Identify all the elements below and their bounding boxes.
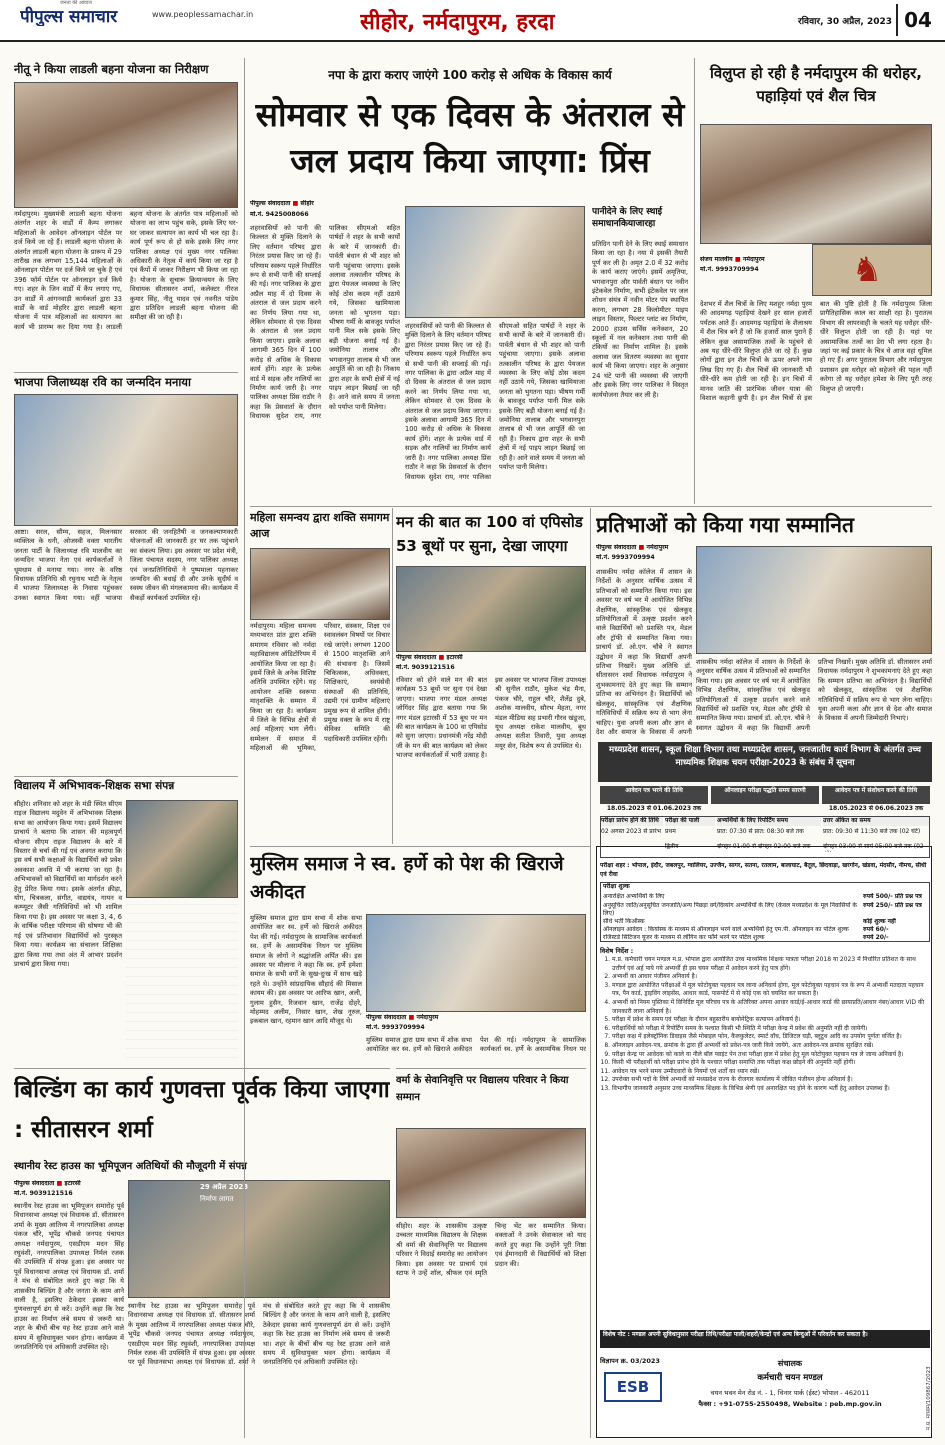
divider [14,1068,390,1069]
parent-photo-2 [126,902,238,1058]
byline-name: पीपुल्स संवाददाता [14,1180,55,1187]
advert-note: 7. परीक्षा कक्ष में इलेक्ट्रॉनिक डिवाइस जैसे मोबाइल फोन, कैलकुलेटर, स्मार्ट वॉच, डिजिटल घड़ी, ब्लूटूथ आदि का उपयोग पूर्णतः वर्जित है। [612,1033,926,1042]
lead-headline: सोमवार से एक दिवस के अंतराल से जल प्रदाय किया जाएगा: प्रिंस [255,95,685,180]
divider [14,372,238,373]
advert-note: 3. मण्डल द्वारा आयोजित परीक्षाओं में मूल फोटोयुक्त पहचान पत्र लाना अनिवार्य होगा, मूल फोटोयुक्त पहचान पत्र के रूप में अभ्यर्थी मतदाता पहचान पत्र, पैन कार्ड, ड्राइविंग लाइसेंस, आधार कार्ड, पासपोर्ट में से कोई एक को चयनित कर सकता है। [612,982,926,999]
advert-title: मध्यप्रदेश शासन, स्कूल शिक्षा विभाग तथा मध्यप्रदेश शासन, जनजातीय कार्य विभाग के अंतर्गत उच्च माध्यमिक शिक्षक चयन परीक्षा-2023 के संबंध में सूचना [598,742,932,782]
billing-byline: पीपुल्स संवाददाता ■ इटारसी [14,1180,81,1187]
mann-headline: मन की बात का 100 वां एपिसोड 53 बूथों पर सुना, देखा जाएगा [396,513,583,555]
advert-top-table [600,786,930,814]
advert-top-header: आवेदन पत्र भरने की तिथि [600,786,708,804]
ladli-headline: नीतू ने किया लाडली बहना योजना का निरीक्षण [14,62,209,76]
bjp-headline: भाजपा जिलाध्यक्ष रवि का जन्मदिन मनाया [14,375,191,389]
billing-mobile: मो.नं. 9039121516 [14,1190,73,1197]
advert-note: 1. म.प्र. कर्मचारी चयन मण्डल म.प्र. भोपाल द्वारा आयोजित उच्च माध्यमिक शिक्षक पात्रता परीक्षा 2018 या 2023 में निर्धारित प्रतिशत के साथ उत्तीर्ण एवं अर्ह पाये गये अभ्यर्थी ही इस चयन परीक्षा में आवेदन करने हेतु पात्र होंगे। [612,956,926,973]
byline-name: पीपुल्स संवाददाता [396,654,437,661]
billing-photo-label: निर्माण लागत [200,1195,234,1203]
byline-name: संजय मालवीय [700,256,733,263]
schedule-cell: प्रात: 09:30 से 11:30 बजे तक (02 घंटे) [823,828,921,835]
advert-vigyapan: विज्ञापन क्र. 03/2023 [600,1357,660,1365]
billing-body-a: स्थानीय रेस्ट हाउस का भूमिपूजन समारोह पूर्व विधानसभा अध्यक्ष एवं विधायक डॉ. सीतासरन शर्मा के मुख्य आतिथ्य में नगरपालिका अध्यक्ष पंकज चौरे, भूपेंद्र चौकसे जनपद पंचायत अध्यक्ष नर्मदापुरम, एसडीएम मदन सिंह रघुवंशी, नगरपालिका उपाध्यक्ष निर्मल रजक की उपस्थिति में संपन्न हुआ। इस अवसर पर पूर्व विधानसभा अध्यक्ष एवं विधायक डॉ. शर्मा ने मंच से संबोधित करते हुए कहा कि ये शासकीय बिल्डिंग है और जनता के काम आने वाली है, इसलिए ठेकेदार इसका कार्य गुणवत्तापूर्ण ढंग से करें। उन्होंने कहा कि रेस्ट हाउस का निर्माण लंबे समय से जरूरी था। शहर के बीचों बीच यह रेस्ट हाउस आने वाले समय में सुविधायुक्त भवन होगा। कार्यक्रम में जनप्रतिनिधि एवं अधिकारी उपस्थित रहे। [14,1202,124,1352]
awards-headline: प्रतिभाओं को किया गया सम्मानित [596,513,854,537]
fee-value: रुपये 60/- [863,926,889,933]
ladli-photo [14,82,238,208]
advert-note: 8. ऑनलाइन आवेदन-पत्र, क्रमांक के द्वारा हीं अभ्यर्थी को प्रवेश-पत्र जारी किये जायेंगे, अतः आवेदन-पत्र क्रमांक सुरक्षित रखें। [612,1042,926,1051]
advert-note: 10. किसी भी परीक्षार्थी को परीक्षा प्रारंभ होने के पश्चात परीक्षा समाप्ति तक परीक्षा कक्ष छोड़ने की अनुमति नहीं होगी। [612,1059,926,1068]
fee-title: परीक्षा शुल्क [603,883,630,890]
mahila-headline: महिला समन्वय द्वारा शक्ति समागम आज [250,511,390,540]
fee-value: रुपये 20/- [863,934,889,941]
heritage-rock-art-figure-icon: ♞ [851,250,883,290]
awards-body-a: शासकीय नर्मदा कॉलेज में शासन के निर्देशों के अनुसार वार्षिक उत्सव में प्रतिभाओं को सम्मानित किया गया। इस अवसर पर वर्ष भर में आयोजित विभिन्न शैक्षणिक, सांस्कृतिक एवं खेलकूद प्रतियोगिताओं में उत्कृष्ट प्रदर्शन करने वाले विद्यार्थियों को प्रशस्ति पत्र, मेडल और ट्रॉफी से सम्मानित किया गया। प्राचार्य डॉ. ओ.एन. चौबे ने स्वागत उद्बोधन में कहा कि विद्यार्थी अपनी प्रतिभा निखारें। मुख्य अतिथि डॉ. सीतासरन शर्मा विधायक नर्मदापुरम ने शुभकामनाएं देते हुए कहा कि सम्मान प्रतिभा का अभिनंदन है। विद्यार्थियों को खेलकूद, सांस्कृतिक एवं शैक्षणिक गतिविधियों में सक्रिय रूप से भाग लेना चाहिए। युवा अपनी कला और ज्ञान से देश और समाज के विकास में अपनी [596,568,692,736]
parent-body-a: सीहोर। शनिवार को शहर के मंडी स्थित सीएम राइज विद्यालय मदुवेन में अभिभावक शिक्षक सभा का आयोजन किया गया। इसमें विद्यालय प्राचार्य ने बताया कि शासन की महत्वपूर्ण योजना सीएम राइज विद्यालय के बारे में विस्तार से चर्चा की गई एवं अवगत कराया कि इस वर्ष सभी कक्षाओं के विद्यार्थियों को प्रवेश अवकाश अवधि में भी कराया जा रहा है। अभिभावकों को विद्यार्थियों का मार्गदर्शन करने हेतु प्रेरित किया गया। इसके अंतर्गत क्रीड़ा, योग, चित्रकला, संगीत, वाद्ययंत्र, गायन व कम्प्यूटर जैसी गतिविधियों को भी शामिल किया गया है। इस अवसर पर कक्षा 3, 4, 6 के वार्षिक परीक्षा परिणाम की घोषणा भी की गई एवं प्रतिभावान विद्यार्थियों को पुरस्कृत किया गया। कार्यक्रम का संचालन शिक्षिका द्वारा किया गया तथा अंत में आभार प्रदर्शन प्राचार्य द्वारा किया गया। [14,800,122,968]
advert-note: 6. परीक्षार्थियों को परीक्षा में रिपोर्टिंग समय के पश्चात किसी भी स्थिति में परीक्षा केन्द्र में प्रवेश की अनुमति नहीं दी जायेगी। [612,1025,926,1034]
mann-byline: पीपुल्स संवाददाता ■ इटारसी [396,654,463,661]
advert-top-header: आवेदन पत्र में संशोधन करने की तिथि [822,786,930,804]
byline-city: नर्मदापुरम [646,544,669,551]
billing-sub: स्थानीय रेस्ट हाउस का भूमिपूजन अतिथियों की मौजूदगी में संपन्न [14,1161,247,1172]
divider [14,776,238,777]
schedule-header: परीक्षा प्रारंभ होने की तिथि [601,817,663,826]
advert-note-title: विशेष निर्देश : [600,947,634,955]
advert-note: 11. आवेदन पत्र भरने समय उम्मीदवारों के नियमों एवं शर्तों का ध्यान रखें। [612,1068,926,1077]
retire-body: सीहोर। शहर के शासकीय उत्कृष्ट उच्चतर माध्यमिक विद्यालय के शिक्षक श्री वर्मा की सेवानिवृत्ति पर विद्यालय परिवार ने विदाई समारोह का आयोजन किया। इस अवसर पर प्राचार्य एवं स्टाफ ने उन्हें शॉल, श्रीफल एवं स्मृति चिन्ह भेंट कर सम्मानित किया। वक्ताओं ने उनके सेवाकाल को याद करते हुए कहा कि उन्होंने पूरी निष्ठा एवं ईमानदारी से विद्यार्थियों को शिक्षा प्रदान की। [396,1222,586,1278]
parent-headline: विद्यालय में अभिभावक-शिक्षक सभा संपन्न [14,780,175,792]
awards-mobile: मो.नं. 9993709994 [596,554,655,561]
schedule-cell: द्वितीय [665,843,679,850]
advert-board: कर्मचारी चयन मण्डल [757,1373,823,1383]
schedule-cell: 02 अगस्त 2023 से प्रारंभ [601,828,661,835]
muslim-mobile: मो.नं. 9993709994 [366,1024,425,1031]
advert-fee-table [600,882,930,942]
advert-footer-note: विशेष नोट : मण्डल अपनी सुविधानुसार परीक्षा तिथि/परीक्षा पाली/शहरों/केन्द्रों एवं अन्य बिन्दुओं में परिवर्तन कर सकता है। [600,1330,930,1348]
byline-city: इटारसी [446,654,463,661]
fee-label: सीधे भर्ती किऑस्क [603,918,645,925]
advert-note: 4. अभ्यर्थी को नियम पुस्तिका में विनिर्दिष्ट मूल परिचय पत्र के अतिरिक्त अपना आधार कार्ड/ई-आधार कार्ड की छायाप्रति/आधार नंबर/आधार VID की जानकारी लाना अनिवार्य है। [612,999,926,1016]
heritage-photo [700,124,932,244]
heritage-mobile: मो.नं. 9993709994 [700,266,759,273]
esb-logo: ESB [604,1372,662,1402]
byline-name: पीपुल्स संवाददाता [366,1014,407,1021]
divider [396,1068,586,1069]
advert-note: 9. परीक्षा केन्द्र पर आवेदक को काले या नीले बॉल प्वाइंट पेन तथा परीक्षा हाल में प्रवेश हेतु मूल फोटोयुक्त पहचान पत्र ले जाना अनिवार्य है। [612,1051,926,1060]
awards-byline: पीपुल्स संवाददाता ■ नर्मदापुरम [596,544,669,551]
fee-label: अनुसूचित जाति/अनुसूचित जनजाति/अन्य पिछड़ा वर्ग/दिव्यांग अभ्यर्थियों के लिए (केवल मध्यप्रदेश के मूल निवासियों के लिए) [603,902,857,917]
column-rule [694,58,695,504]
heritage-body: देशभर में शैल चित्रों के लिए मशहूर नर्मदा पुरम की आदमगढ़ पहाड़ियां देखने हर साल हजारों पर्यटक आते हैं। आदमगढ़ पहाड़ियां के शैलाश्रय में शैल चित्र बने हैं जो कि हजारों साल पुराने हैं लेकिन कुछ असामाजिक तत्वों के पहुंचने से अब यह धीरे-धीरे विलुप्त होते जा रहे हैं। कुछ लोगों द्वारा इन शैल चित्रों के ऊपर अपने नाम लिख दिए गए हैं। शैल चित्रों की जानकारी भी धीरे-धीरे कम होती जा रही है। इन चित्रों में मानव जाति की प्रारंभिक जीवन यात्रा की विशाल कहानी छुपी है। इन शैल चित्रों से इस बात की पुष्टि होती है कि नर्मदापुरम जिला प्रागैतिहासिक काल का साक्षी रहा है। पुरातत्व विभाग की लापरवाही के चलते यह धरोहर धीरे-धीरे विलुप्त होती जा रही है। यहां पर असामाजिक तत्वों का डेरा भी लगा रहता है। जहां पर कई प्रकार के चित्र थे आज वहां धूमिल हो गए हैं। अगर पुरातत्व विभाग और नर्मदापुरम प्रशासन इस धरोहर को सहेजने की पहल नहीं करेगा तो यह धरोहर हमेशा के लिए पूरी तरह विलुप्त हो जाएगी। [700,300,932,403]
mann-mobile: मो.नं. 9039121516 [396,664,455,671]
byline-name: पीपुल्स संवाददाता [596,544,637,551]
advert-side-code: म.प्र. माध्यम/109867/2023 [926,1366,932,1430]
fee-label: रजिस्टर्ड सिटिजन यूजर के माध्यम से लॉगिन कर फॉर्म भरने पर पोर्टल शुल्क [603,934,765,941]
masthead [0,0,945,42]
page-number: 04 [896,4,938,36]
advert-notes [600,956,926,1328]
schedule-cell: दोपहर 01:00 से दोपहर 02:00 बजे तक [717,843,811,850]
lead-kicker: नपा के द्वारा कराए जाएंगे 100 करोड़ से अधिक के विकास कार्य [328,68,612,82]
advert-contact: फैक्स : +91-0755-2550498, Website : peb.mp.gov.in [698,1400,882,1408]
bjp-photo [14,394,238,526]
byline-city: सीहोर [300,200,314,207]
muslim-byline: पीपुल्स संवाददाता ■ नर्मदापुरम [366,1014,439,1021]
advert-sanchalak: संचालक [777,1359,803,1368]
fee-value: रुपये 250/- प्रति प्रश्न पत्र [863,902,922,909]
muslim-body-a: मुस्लिम समाज द्वारा ग्राम सभा में शोक सभा आयोजित कर स्व. हर्णे को खिराजे अकीदत पेश की गई। नर्मदापुरम के सामाजिक कार्यकर्ता स्व. हर्णे के असामयिक निधन पर मुस्लिम समाज के लोगों ने श्रद्धांजलि अर्पित की। इस अवसर पर मौलाना ने कहा कि स्व. हर्णे हमेशा समाज के सभी वर्गों के सुख-दुःख में साथ खड़े रहते थे। उन्होंने सांप्रदायिक सौहार्द की मिसाल कायम की। इस अवसर पर आरिफ खान, अली, गुलाम हुसैन, रिजवान खान, राजेंद्र दोहरे, मोहम्मद अलीम, निसार खान, शेख नूरुल, इकबाल खान, रहमान खान आदि मौजूद थे। [250,914,362,1026]
billing-headline: बिल्डिंग का कार्य गुणवत्ता पूर्वक किया जाएगा : सीतासरन शर्मा [14,1077,390,1143]
billing-photo-date: 29 अप्रैल 2023 [200,1183,249,1191]
advert-top-value: 18.05.2023 से 06.06.2023 तक [828,805,924,812]
masthead-website[interactable]: www.peoplessamachar.in [152,10,254,19]
divider [596,506,932,507]
advert-top-value: 18.05.2023 से 01.06.2023 तक [606,805,702,812]
mahila-photo [250,548,390,620]
muslim-body-b: मुस्लिम समाज द्वारा ग्राम सभा में शोक सभा आयोजित कर स्व. हर्णे को खिराजे अकीदत पेश की गई। नर्मदापुरम के सामाजिक कार्यकर्ता स्व. हर्णे के असामयिक निधन पर [366,1036,586,1054]
retire-photo [396,1128,586,1218]
advert-address: चयन भवन मेन रोड नं. - 1, चिनार पार्क (ईस्ट) भोपाल - 462011 [710,1389,870,1397]
advert-note: 13. विभागीय जानकारी अनुसार उच्च माध्यमिक शिक्षक के विभिन्न श्रेणी एवं अनारक्षित पद होने के कारण भर्ती हेतु आवेदन उपलब्ध हैं। [612,1085,926,1094]
muslim-photo [366,914,586,1012]
awards-photo [696,546,932,654]
advert-note: 2. अभ्यर्थी का आधार पंजीयन अनिवार्य है। [612,973,926,982]
byline-city: नर्मदापुरम [742,256,765,263]
advert-cities: परीक्षा शहर : भोपाल, इंदौर, जबलपुर, ग्वालियर, उज्जैन, सागर, सतना, रतलाम, बालाघाट, बैतूल, छिंदवाड़ा, खरगोन, खंडवा, मंदसौर, नीमच, सीधी एवं रीवा [600,862,927,878]
heritage-headline: विलुप्त हो रही है नर्मदापुरम की धरोहर, पहाड़ियां एवं शैल चित्र [710,64,922,105]
lead-body-a: शहरवासियों को पानी की किल्लत से मुक्ति दिलाने के लिए वर्तमान परिषद द्वारा निरंतर प्रयास किए जा रहे हैं। परिणाम स्वरूप पहले निर्धारित रूप से सभी पानी की सप्लाई की गई। नगर पालिका के द्वारा अप्रैल माह में दो दिवस के अंतराल से जल प्रदाय करने का निर्णय लिया गया था, लेकिन सोमवार से एक दिवस के अंतराल से जल प्रदाय किया जाएगा। इसके अलावा आगामी 365 दिन में 100 करोड़ से अधिक के विकास कार्य होंगे। शहर के प्रत्येक वार्ड में सड़क और नालियों का निर्माण कार्य जारी है। नगर पालिका अध्यक्ष प्रिंस राठौर ने कहा कि प्रेसवार्ता के दौरान विधायक सुदेश राय, नगर पालिका सीएमओ सहित पार्षदों ने शहर के सभी कार्यों के बारे में जानकारी दी। पार्वती बंधान से भी शहर को पानी पहुंचाया जाएगा। इसके अलावा तत्कालीन परिषद के द्वारा पेयजल व्यवस्था के लिए कोई ठोस कदम नहीं उठाये गये, जिसका खामियाजा जनता को भुगतना पड़ा। भीषण गर्मी के बावजूद पर्याप्त पानी मिल सके इसके लिए बड़ी योजना बनाई गई है। जमोनिया तालाब और भगवानपुरा तालाब से भी जल आपूर्ति की जा रही है। निकाय द्वारा शहर के सभी क्षेत्रों में नई पाइप लाइन बिछाई जा रही है। आने वाले समय में जनता को पर्याप्त पानी मिलेगा। [250,224,400,421]
fee-value: रुपये 500/- प्रति प्रश्न पत्र [863,893,922,900]
lead-byline: पीपुल्स संवाददाता ■ सीहोर [250,200,314,207]
advert-schedule-table [600,816,930,858]
schedule-cell: दोपहर 03:00 से सायं 05:00 बजे तक (02 [823,843,924,850]
lead-photo [405,206,585,318]
advert-top-header: ऑनलाइन परीक्षा पद्धति समय सारणी [711,786,819,804]
advert-note: 12. उपरोक्त सभी पदों के लिये अभ्यर्थी को मध्यप्रदेश राज्य के रोजगार कार्यालय में जीवित पंजीयन होना अनिवार्य है। [612,1076,926,1085]
schedule-cell: प्रात: 07:30 से प्रात: 08:30 बजे तक [717,828,804,835]
muslim-headline: मुस्लिम समाज ने स्व. हर्णे को पेश की खिराजे अकीदत [250,853,564,903]
divider [250,846,590,847]
masthead-logo: पीपुल्स समाचार [20,7,118,26]
ladli-body: नर्मदापुरम। मुख्यमंत्री लाडली बहना योजना अंतर्गत शहर के वार्डों में कैम्प लगाकर महिलाओं के आवेदन ऑनलाइन पोर्टल पर दर्ज किये जा रहे हैं। लाडली बहना योजना के अंतर्गत लाडली बहना योजना के प्रारूप में 29 तारीख तक लगभग 15,144 महिलाओं के ऑनलाइन पोर्टल पर दर्ज किये जा चुके है एवं 396 फॉर्म पोर्टल पर ऑनलाइन दर्ज किये गए। शहर के जिन वार्डों में कैंप लगाए गए, उन वार्डों में आंगनवाड़ी कार्यकर्ता द्वारा 33 वार्डों के वार्ड मोहरिर द्वारा लाडली बहना योजना में पात्र महिलाओं का सत्यापन का कार्य भी प्रारम्भ कर दिया गया है। लाडली बहना योजना के अंतर्गत पात्र महिलाओं को योजना का लाभ पहुंच सके, इसके लिए घर-घर जाकर सत्यापन का कार्य भी चल रहा है। कार्य पूर्ण रूप से हो सके इसके लिए नगर पालिका अध्यक्ष एवं मुख्य नगर पालिका अधिकारी के नेतृत्व में कार्य किया जा रहा है एवं कैंपों में जाकर निरीक्षण भी किया जा रहा है। योजना के सुचारू क्रियान्वयन के लिए विधायक सीतासरन शर्मा, कलेक्टर नीरज कुमार सिंह, नीतू यादव एवं नवनीत पांडेय द्वारा प्रतिदिन लाडली बहना योजना की समीक्षा की जा रही है। [14,210,238,331]
fee-value: कोई शुल्क नहीं [863,918,896,925]
retire-headline: वर्मा के सेवानिवृत्ति पर विद्यालय परिवार ने किया सम्मान [396,1075,569,1103]
lead-mobile: मो.नं. 9425008066 [250,211,309,218]
column-rule [392,508,393,844]
bjp-body: आष्टा। सरल, सौम्य, सहज, मिलनसार व्यक्तित्व के धनी, ओजस्वी वक्ता भारतीय जनता पार्टी के जिलाध्यक्ष रवि मालवीय का जन्मदिन भाजपा नेता एवं कार्यकर्ताओं ने धूमधाम से मनाया गया। नगर के वरिष्ठ विधायक प्रतिनिधि श्री रघुनाथ भाटी के नेतृत्व में भाजपा जिलाध्यक्ष के निवास पहुंचकर उनका स्वागत किया गया। वहीं भाजपा सरकार की जनहितैषी व जनकल्याणकारी योजनाओं की जानकारी हर घर तक पहुंचाने का संकल्प लिया। इस अवसर पर प्रदेश मंत्री, जिला पंचायत सदस्य, नगर पालिका अध्यक्ष एवं जनप्रतिनिधियों ने पुष्पमाला पहनाकर जन्मदिन की बधाई दी और उनके सुदीर्घ व स्वस्थ जीवन की मंगलकामना की। कार्यक्रम में सैकड़ों कार्यकर्ता उपस्थित रहे। [14,528,238,602]
schedule-cell: प्रथम [665,828,676,835]
mann-photo [396,566,586,652]
fee-label: ऑनलाइन आवेदन : कियोस्क के माध्यम से ऑनलाइन भरने वाले अभ्यर्थियों हेतु एम.पी. ऑनलाइन का पोर्टल शुल्क [603,926,849,933]
parent-photo [126,800,238,898]
lead-sub-body: प्रतिदिन पानी देने के लिए स्थाई समाधान किया जा रहा है। नया मे इसकी तैयारी पूर्ण कर ली है। अमृत 2.0 में 32 करोड़ के कार्य कराए जाएंगे। इसमें अमृतिया, भगवानपुरा और पार्वती बंधान पर नवीन इंटेकवेल निर्माण, सभी इंटेकवेल पर जल शोधन संयंत्र में नवीन मोटर पंप स्थापित करना, लगभग 28 किलोमीटर पाइप लाइन विस्तार, फिल्टर प्लांट का निर्माण, 2000 हाउस सर्विस कनेक्शन, 20 स्कूलों में नल कनेक्शन तथा पानी की टंकियों का निर्माण शामिल है। इसके अलावा जल वितरण व्यवस्था का सुधार कार्य भी किया जाएगा। शहर के अनुसार 24 घंटे पानी की व्यवस्था की जाएगी और इसके लिए नगर पालिका ने विस्तृत कार्ययोजना तैयार कर ली है। [592,240,688,399]
schedule-header: उत्तर अंकित का समय [823,817,929,826]
schedule-header: परीक्षा की पाली [665,817,715,826]
masthead-date: रविवार, 30 अप्रैल, 2023 [798,17,892,27]
lead-subhead: पानीदेने के लिए स्थाई समाधानकियाजारहा [592,207,663,229]
masthead-tagline: जनता की आवाज [60,0,92,6]
schedule-header: अभ्यर्थियों के लिए रिपोर्टिंग समय [717,817,821,826]
column-rule [244,58,245,1438]
awards-body-b: शासकीय नर्मदा कॉलेज में शासन के निर्देशों के अनुसार वार्षिक उत्सव में प्रतिभाओं को सम्मानित किया गया। इस अवसर पर वर्ष भर में आयोजित विभिन्न शैक्षणिक, सांस्कृतिक एवं खेलकूद प्रतियोगिताओं में उत्कृष्ट प्रदर्शन करने वाले विद्यार्थियों को प्रशस्ति पत्र, मेडल और ट्रॉफी से सम्मानित किया गया। प्राचार्य डॉ. ओ.एन. चौबे ने स्वागत उद्बोधन में कहा कि विद्यार्थी अपनी प्रतिभा निखारें। मुख्य अतिथि डॉ. सीतासरन शर्मा विधायक नर्मदापुरम ने शुभकामनाएं देते हुए कहा कि सम्मान प्रतिभा का अभिनंदन है। विद्यार्थियों को खेलकूद, सांस्कृतिक एवं शैक्षणिक गतिविधियों में सक्रिय रूप से भाग लेना चाहिए। युवा अपनी कला और ज्ञान से देश और समाज के विकास में अपनी जिम्मेदारी निभाएं। [696,658,932,732]
masthead-edition: सीहोर, नर्मदापुरम, हरदा [360,10,555,35]
fee-label: अनारक्षित अभ्यर्थियों के लिए [603,893,665,900]
advert-note: 5. परीक्षा में प्रवेश के समय एवं परीक्षा के दौरान बहुस्तरीय बायोमेट्रिक सत्यापन अनिवार्य है। [612,1016,926,1025]
lead-body-b: शहरवासियों को पानी की किल्लत से मुक्ति दिलाने के लिए वर्तमान परिषद द्वारा निरंतर प्रयास किए जा रहे हैं। परिणाम स्वरूप पहले निर्धारित रूप से सभी पानी की सप्लाई की गई। नगर पालिका के द्वारा अप्रैल माह में दो दिवस के अंतराल से जल प्रदाय करने का निर्णय लिया गया था, लेकिन सोमवार से एक दिवस के अंतराल से जल प्रदाय किया जाएगा। इसके अलावा आगामी 365 दिन में 100 करोड़ से अधिक के विकास कार्य होंगे। शहर के प्रत्येक वार्ड में सड़क और नालियों का निर्माण कार्य जारी है। नगर पालिका अध्यक्ष प्रिंस राठौर ने कहा कि प्रेसवार्ता के दौरान विधायक सुदेश राय, नगर पालिका सीएमओ सहित पार्षदों ने शहर के सभी कार्यों के बारे में जानकारी दी। पार्वती बंधान से भी शहर को पानी पहुंचाया जाएगा। इसके अलावा तत्कालीन परिषद के द्वारा पेयजल व्यवस्था के लिए कोई ठोस कदम नहीं उठाये गये, जिसका खामियाजा जनता को भुगतना पड़ा। भीषण गर्मी के बावजूद पर्याप्त पानी मिल सके इसके लिए बड़ी योजना बनाई गई है। जमोनिया तालाब और भगवानपुरा तालाब से भी जल आपूर्ति की जा रही है। निकाय द्वारा शहर के सभी क्षेत्रों में नई पाइप लाइन बिछाई जा रही है। आने वाले समय में जनता को पर्याप्त पानी मिलेगा। [405,322,585,481]
byline-city: नर्मदापुरम [416,1014,439,1021]
mahila-body: नर्मदापुरम। महिला समन्वय मध्यभारत प्रांत द्वारा शक्ति समागम रविवार को नर्मदा महाविद्यालय ऑडिटोरियम में आयोजित किया जा रहा है। इसमें जिले के अनेक विशिष्ट अतिथि उपस्थित रहेंगे। यह आयोजन शक्ति स्वरूपा मातृशक्ति के सम्मान में किया जा रहा है। कार्यक्रम में जिले के विभिन्न क्षेत्रों से आई महिलाएं भाग लेंगी। सम्मेलन में समाज में महिलाओं की भूमिका, परिवार, संस्कार, शिक्षा एवं स्वावलंबन विषयों पर विचार रखे जाएंगे। लगभग 1200 से 1500 मातृशक्ति आने की संभावना है। जिसमें चिकित्सक, अधिवक्ता, शिक्षिकाएं, स्वयंसेवी संस्थाओं की प्रतिनिधि, उद्यमी एवं ग्रामीण महिलाएं प्रमुख रूप से शामिल होंगी। प्रमुख वक्ता के रूप में राष्ट्र सेविका समिति की पदाधिकारी उपस्थित रहेंगी। [250,622,390,753]
heritage-byline: संजय मालवीय ■ नर्मदापुरम [700,256,765,263]
mann-body: रविवार को होने वाले मन की बात कार्यक्रम 53 बूथों पर सुना एवं देखा जाएगा। भाजपा नगर मंडल अध्यक्ष जोगिंदर सिंह द्वारा बताया गया कि नगर मंडल इटारसी में 53 बूथ पर मन की बात कार्यक्रम के 100 वा एपिसोड को सुना जाएगा। प्रधानमंत्री नरेंद्र मोदी जी के मन की बात कार्यक्रम को लेकर भाजपा कार्यकर्ताओं में भारी उत्साह है। इस अवसर पर भाजपा जिला उपाध्यक्ष श्री सुनील राठौर, मुकेश चंद्र मैना, पंकज चौरे, राहुल चौरे, शैलेंद्र दुबे, अशोक मालवीय, सौरभ मेहता, नगर मंडल मीडिया सह प्रभारी गौरव खंडूजा, यूथ अध्यक्ष राकेश मालवीय, बूथ अध्यक्ष सतीश तिवारी, युवा अध्यक्ष मयूर सेन, विशेष रूप से उपस्थित थे। [396,676,586,760]
billing-body-b: स्थानीय रेस्ट हाउस का भूमिपूजन समारोह पूर्व विधानसभा अध्यक्ष एवं विधायक डॉ. सीतासरन शर्मा के मुख्य आतिथ्य में नगरपालिका अध्यक्ष पंकज चौरे, भूपेंद्र चौकसे जनपद पंचायत अध्यक्ष नर्मदापुरम, एसडीएम मदन सिंह रघुवंशी, नगरपालिका उपाध्यक्ष निर्मल रजक की उपस्थिति में संपन्न हुआ। इस अवसर पर पूर्व विधानसभा अध्यक्ष एवं विधायक डॉ. शर्मा ने मंच से संबोधित करते हुए कहा कि ये शासकीय बिल्डिंग है और जनता के काम आने वाली है, इसलिए ठेकेदार इसका कार्य गुणवत्तापूर्ण ढंग से करें। उन्होंने कहा कि रेस्ट हाउस का निर्माण लंबे समय से जरूरी था। शहर के बीचों बीच यह रेस्ट हाउस आने वाले समय में सुविधायुक्त भवन होगा। कार्यक्रम में जनप्रतिनिधि एवं अधिकारी उपस्थित रहे। [128,1302,390,1367]
byline-city: इटारसी [64,1180,81,1187]
byline-name: पीपुल्स संवाददाता [250,200,291,207]
column-rule [590,508,591,1438]
